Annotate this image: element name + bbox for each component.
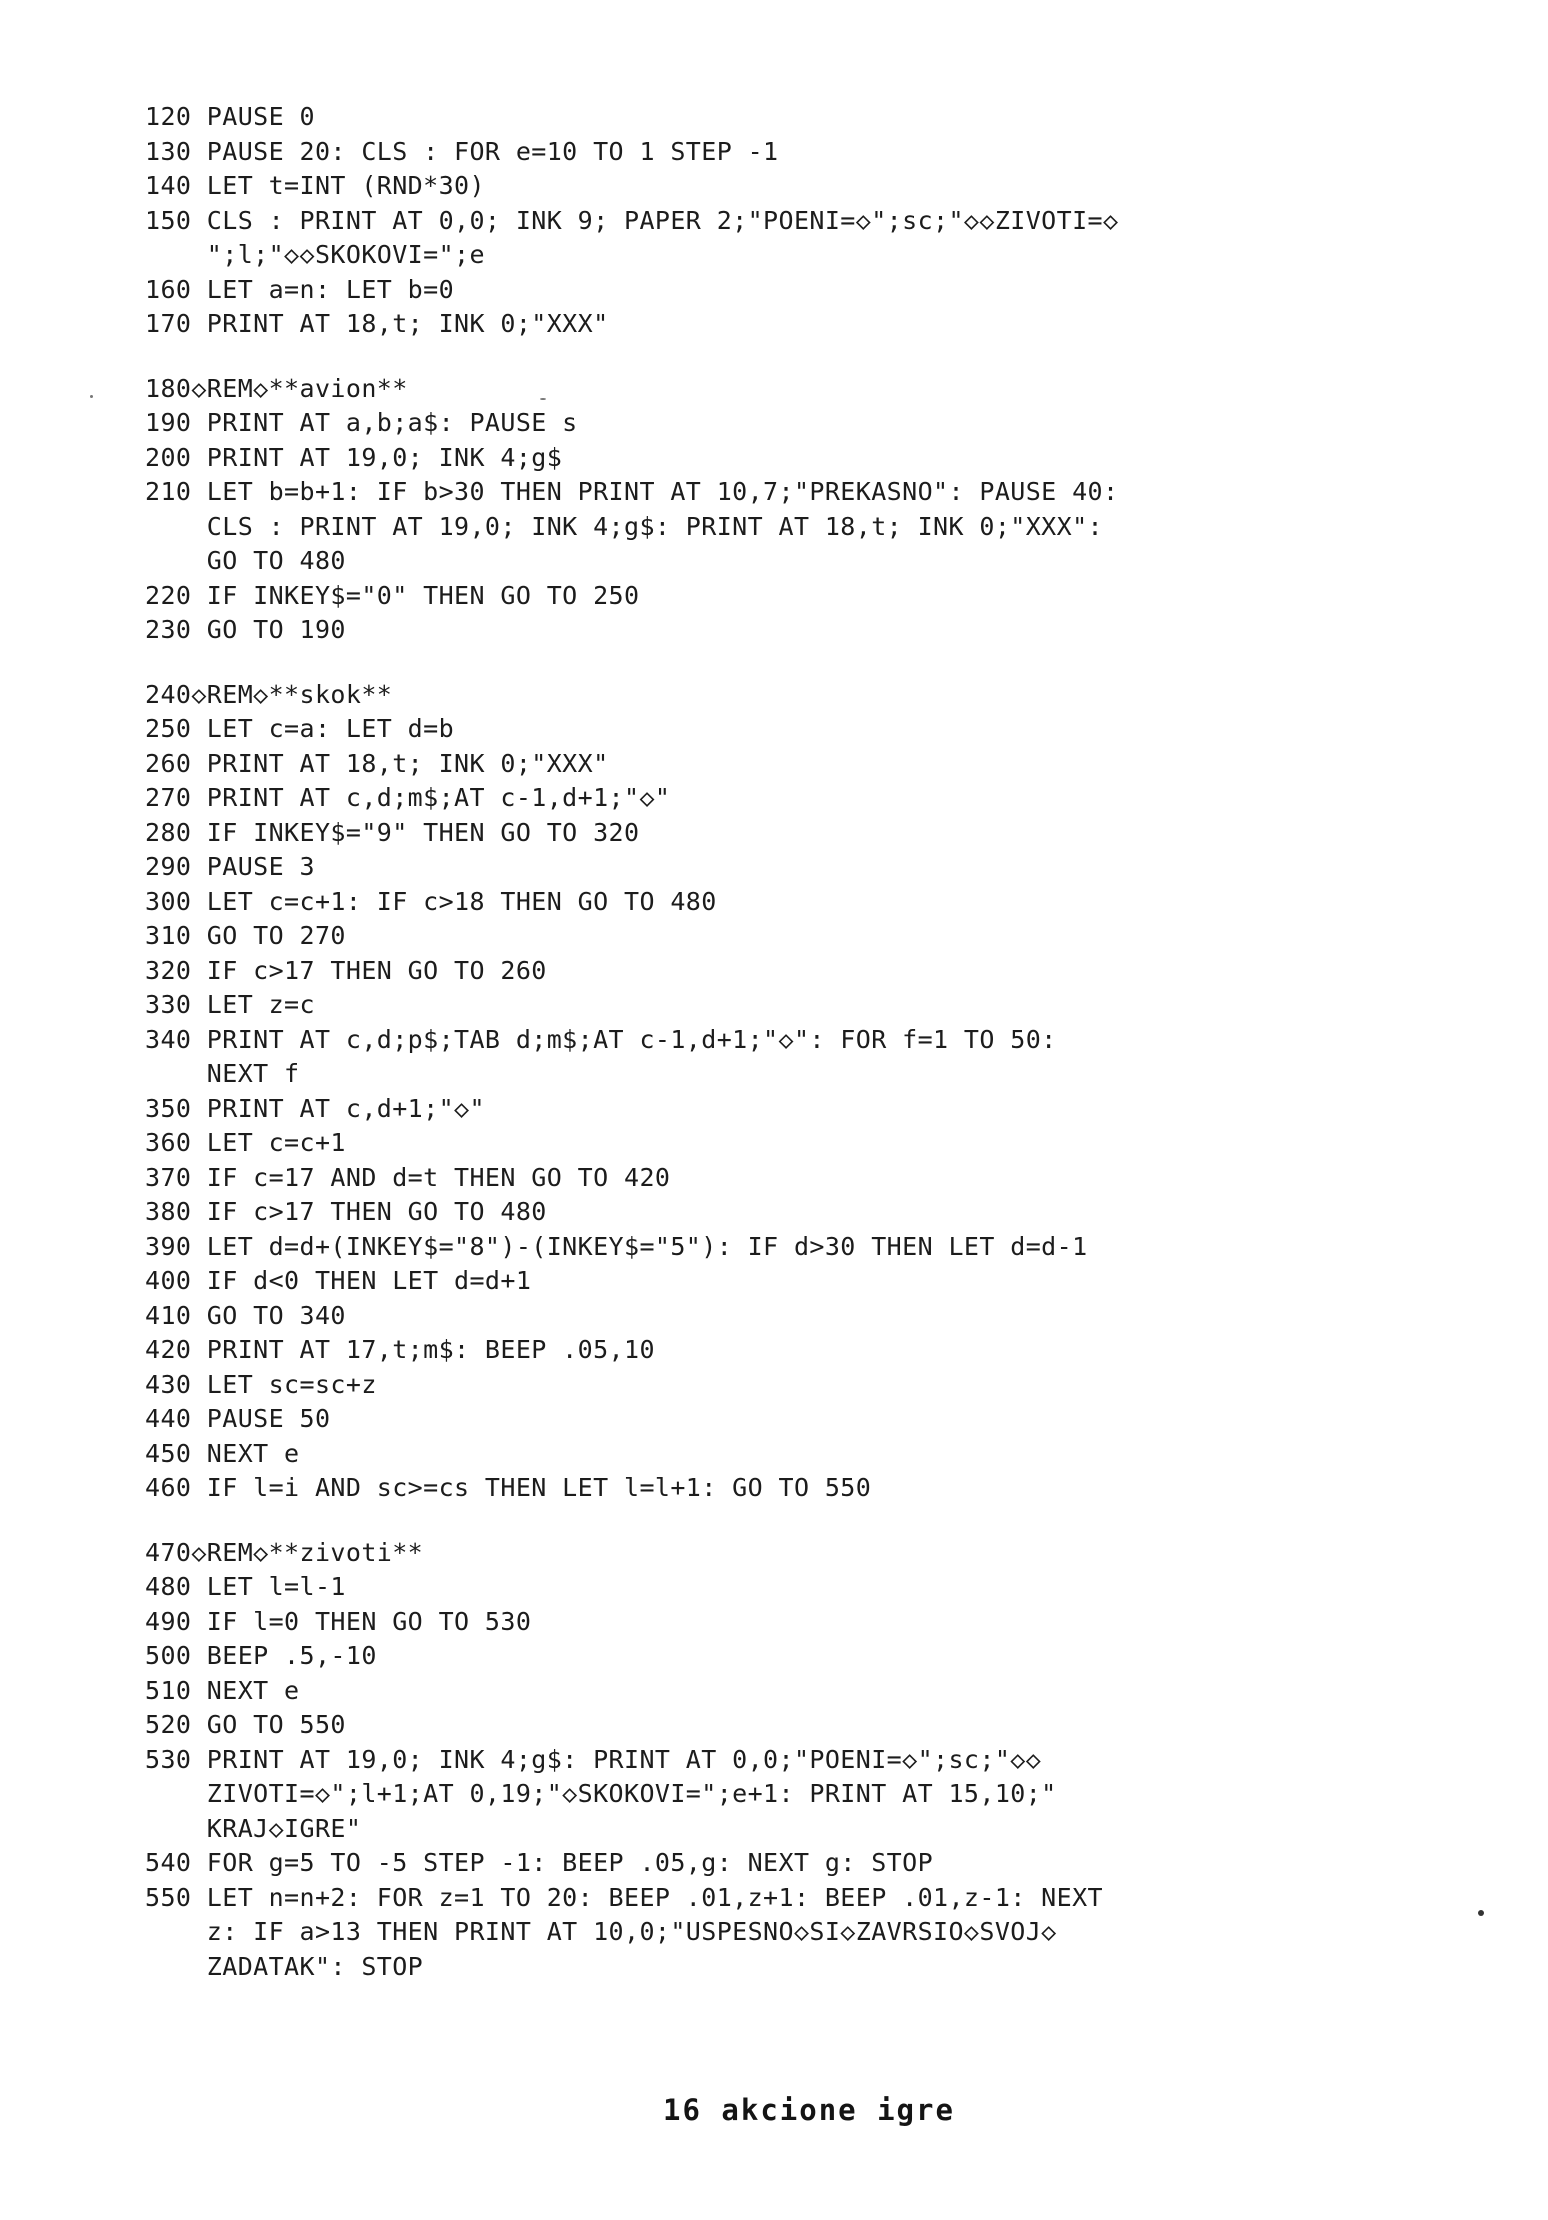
code-line: 400 IF d<0 THEN LET d=d+1 <box>145 1266 532 1295</box>
code-line: 410 GO TO 340 <box>145 1300 346 1330</box>
code-line: 420 PRINT AT 17,t;m$: BEEP .05,10 <box>145 1335 655 1364</box>
code-line: 390 LET d=d+(INKEY$="8")-(INKEY$="5"): IF d>30 THEN LET d=d-1 <box>145 1231 1088 1261</box>
code-line: 220 IF INKEY$="0" THEN GO TO 250 <box>145 580 640 610</box>
code-line: ZADATAK": STOP <box>145 1951 424 1981</box>
code-line: 540 FOR g=5 TO -5 STEP -1: BEEP .05,g: NEXT g: STOP <box>145 1848 934 1877</box>
code-line: 350 PRINT AT c,d+1;"◇" <box>145 1093 485 1123</box>
code-line: 430 LET sc=sc+z <box>145 1369 377 1399</box>
code-line: 250 LET c=a: LET d=b <box>145 714 455 743</box>
code-line: 520 GO TO 550 <box>145 1710 346 1739</box>
print-speck <box>540 398 546 400</box>
code-line: 500 BEEP .5,-10 <box>145 1641 377 1670</box>
code-line: 360 LET c=c+1 <box>145 1128 346 1157</box>
code-line: 330 LET z=c <box>145 990 315 1019</box>
code-line: 470◇REM◇**zivoti** <box>145 1537 424 1567</box>
code-line: 450 NEXT e <box>145 1438 300 1468</box>
code-line: 150 CLS : PRINT AT 0,0; INK 9; PAPER 2;"POENI=◇";sc;"◇◇ZIVOTI=◇ <box>145 205 1119 235</box>
code-line: 230 GO TO 190 <box>145 615 346 644</box>
page-footer: 16 akcione igre <box>663 2093 955 2127</box>
code-line: 510 NEXT e <box>145 1675 300 1705</box>
code-line: 270 PRINT AT c,d;m$;AT c-1,d+1;"◇" <box>145 783 671 812</box>
code-line: 310 GO TO 270 <box>145 921 346 950</box>
code-line: 490 IF l=0 THEN GO TO 530 <box>145 1606 532 1636</box>
code-line: 550 LET n=n+2: FOR z=1 TO 20: BEEP .01,z+1: BEEP .01,z-1: NEXT <box>145 1882 1103 1912</box>
code-line: GO TO 480 <box>145 546 346 575</box>
basic-program-listing <box>145 100 1505 1984</box>
code-line: 280 IF INKEY$="9" THEN GO TO 320 <box>145 817 640 847</box>
code-line: KRAJ◇IGRE" <box>145 1813 362 1843</box>
code-line: 210 LET b=b+1: IF b>30 THEN PRINT AT 10,7;"PREKASNO": PAUSE 40: <box>145 477 1119 506</box>
code-line: NEXT f <box>145 1059 300 1088</box>
print-speck <box>1478 1910 1484 1916</box>
code-line: 120 PAUSE 0 <box>145 102 315 131</box>
code-line: 300 LET c=c+1: IF c>18 THEN GO TO 480 <box>145 886 717 916</box>
print-speck <box>90 395 93 398</box>
code-line: 380 IF c>17 THEN GO TO 480 <box>145 1197 547 1226</box>
code-line: z: IF a>13 THEN PRINT AT 10,0;"USPESNO◇SI◇ZAVRSIO◇SVOJ◇ <box>145 1917 1057 1946</box>
code-line: 180◇REM◇**avion** <box>145 373 408 403</box>
code-line: CLS : PRINT AT 19,0; INK 4;g$: PRINT AT 18,t; INK 0;"XXX": <box>145 511 1103 541</box>
code-line: 480 LET l=l-1 <box>145 1572 346 1601</box>
code-line: 260 PRINT AT 18,t; INK 0;"XXX" <box>145 748 609 778</box>
code-line: ZIVOTI=◇";l+1;AT 0,19;"◇SKOKOVI=";e+1: PRINT AT 15,10;" <box>145 1779 1057 1808</box>
code-line: 340 PRINT AT c,d;p$;TAB d;m$;AT c-1,d+1;"◇": FOR f=1 TO 50: <box>145 1024 1057 1054</box>
code-line: 190 PRINT AT a,b;a$: PAUSE s <box>145 408 578 437</box>
code-line: 170 PRINT AT 18,t; INK 0;"XXX" <box>145 309 609 338</box>
code-line: 140 LET t=INT (RND*30) <box>145 171 485 200</box>
code-line: 160 LET a=n: LET b=0 <box>145 274 455 304</box>
code-line: 370 IF c=17 AND d=t THEN GO TO 420 <box>145 1162 671 1192</box>
code-line: 200 PRINT AT 19,0; INK 4;g$ <box>145 442 563 472</box>
code-line: 320 IF c>17 THEN GO TO 260 <box>145 955 547 985</box>
code-line: 460 IF l=i AND sc>=cs THEN LET l=l+1: GO TO 550 <box>145 1473 872 1502</box>
code-line: 530 PRINT AT 19,0; INK 4;g$: PRINT AT 0,0;"POENI=◇";sc;"◇◇ <box>145 1744 1042 1774</box>
code-line: 130 PAUSE 20: CLS : FOR e=10 TO 1 STEP -1 <box>145 136 779 166</box>
code-line: ";l;"◇◇SKOKOVI=";e <box>145 240 485 269</box>
code-line: 440 PAUSE 50 <box>145 1404 331 1433</box>
code-line: 290 PAUSE 3 <box>145 852 315 881</box>
code-line: 240◇REM◇**skok** <box>145 679 393 709</box>
